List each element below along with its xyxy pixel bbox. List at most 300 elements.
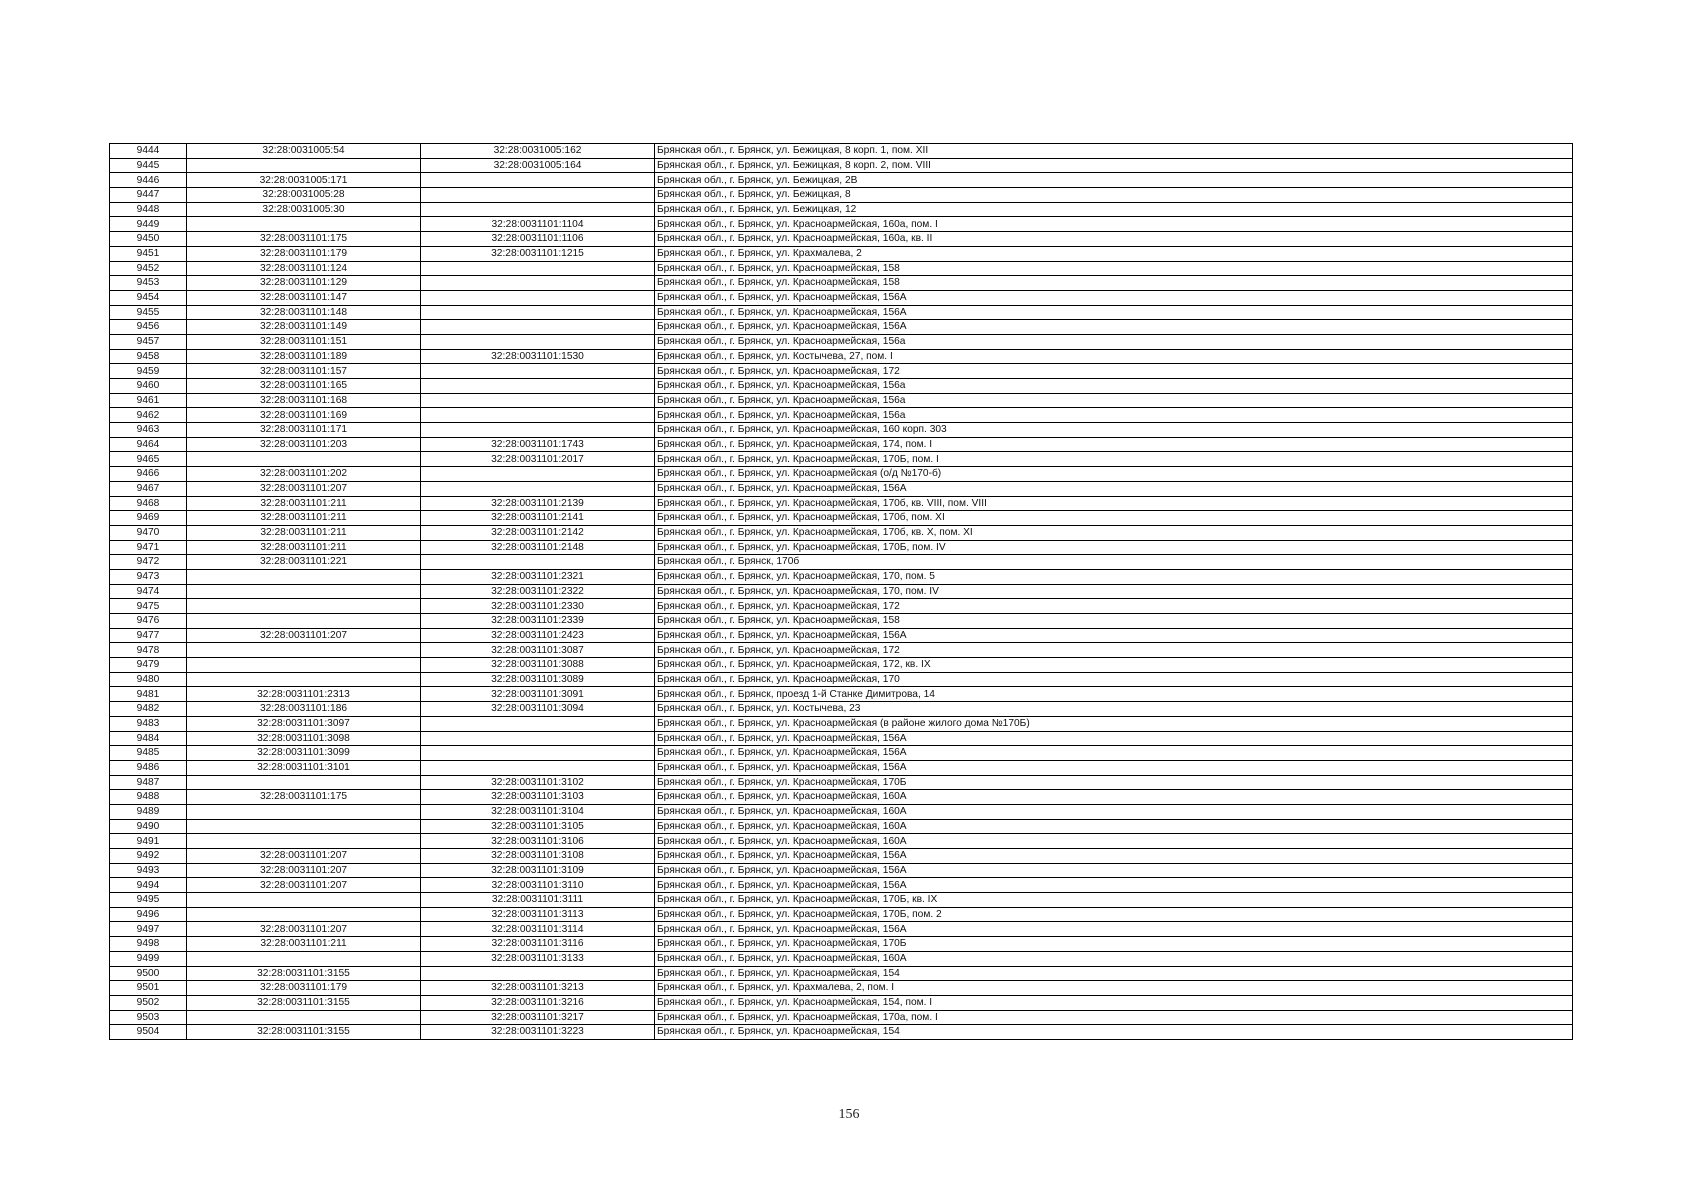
address-cell: Брянская обл., г. Брянск, ул. Красноармейская, 156А — [655, 481, 1573, 496]
address-cell: Брянская обл., г. Брянск, ул. Крахмалева, 2 — [655, 246, 1573, 261]
row-number-cell: 9500 — [110, 966, 187, 981]
parcel-cadastral-cell: 32:28:0031101:207 — [187, 863, 421, 878]
parcel-cadastral-cell — [187, 819, 421, 834]
row-number-cell: 9446 — [110, 173, 187, 188]
premises-cadastral-cell: 32:28:0031101:2330 — [421, 599, 655, 614]
address-cell: Брянская обл., г. Брянск, ул. Красноармейская, 170Б, пом. IV — [655, 540, 1573, 555]
row-number-cell: 9497 — [110, 922, 187, 937]
premises-cadastral-cell: 32:28:0031101:3217 — [421, 1010, 655, 1025]
row-number-cell: 9486 — [110, 760, 187, 775]
parcel-cadastral-cell — [187, 672, 421, 687]
address-cell: Брянская обл., г. Брянск, ул. Крахмалева, 2, пом. I — [655, 981, 1573, 996]
address-cell: Брянская обл., г. Брянск, ул. Красноармейская, 170Б, пом. 2 — [655, 907, 1573, 922]
address-cell: Брянская обл., г. Брянск, ул. Бежицкая, 12 — [655, 202, 1573, 217]
row-number-cell: 9461 — [110, 393, 187, 408]
row-number-cell: 9467 — [110, 481, 187, 496]
address-cell: Брянская обл., г. Брянск, ул. Красноармейская, 170Б, пом. I — [655, 452, 1573, 467]
table-row — [110, 290, 1573, 305]
premises-cadastral-cell: 32:28:0031101:3103 — [421, 790, 655, 805]
row-number-cell: 9494 — [110, 878, 187, 893]
parcel-cadastral-cell: 32:28:0031101:207 — [187, 481, 421, 496]
premises-cadastral-cell: 32:28:0031101:2423 — [421, 628, 655, 643]
premises-cadastral-cell: 32:28:0031101:3216 — [421, 995, 655, 1010]
premises-cadastral-cell — [421, 393, 655, 408]
table-row — [110, 922, 1573, 937]
table-row — [110, 467, 1573, 482]
parcel-cadastral-cell — [187, 834, 421, 849]
table-row — [110, 569, 1573, 584]
address-cell: Брянская обл., г. Брянск, ул. Бежицкая, 8 — [655, 188, 1573, 203]
address-cell: Брянская обл., г. Брянск, ул. Бежицкая, 8 корп. 1, пом. XII — [655, 144, 1573, 159]
table-row — [110, 863, 1573, 878]
table-row — [110, 849, 1573, 864]
row-number-cell: 9450 — [110, 232, 187, 247]
row-number-cell: 9478 — [110, 643, 187, 658]
row-number-cell: 9488 — [110, 790, 187, 805]
address-cell: Брянская обл., г. Брянск, ул. Красноармейская, 156а — [655, 379, 1573, 394]
address-cell: Брянская обл., г. Брянск, ул. Красноармейская, 170 — [655, 672, 1573, 687]
premises-cadastral-cell — [421, 173, 655, 188]
parcel-cadastral-cell: 32:28:0031005:54 — [187, 144, 421, 159]
parcel-cadastral-cell — [187, 614, 421, 629]
table-row — [110, 672, 1573, 687]
premises-cadastral-cell — [421, 290, 655, 305]
parcel-cadastral-cell: 32:28:0031101:3155 — [187, 1025, 421, 1040]
address-cell: Брянская обл., г. Брянск, ул. Красноармейская, 160а, пом. I — [655, 217, 1573, 232]
table-row — [110, 246, 1573, 261]
address-cell: Брянская обл., г. Брянск, ул. Красноармейская, 156А — [655, 863, 1573, 878]
premises-cadastral-cell — [421, 731, 655, 746]
premises-cadastral-cell: 32:28:0031101:3094 — [421, 702, 655, 717]
table-row — [110, 320, 1573, 335]
table-row — [110, 540, 1573, 555]
address-cell: Брянская обл., г. Брянск, 170б — [655, 555, 1573, 570]
parcel-cadastral-cell: 32:28:0031101:179 — [187, 246, 421, 261]
table-row — [110, 202, 1573, 217]
premises-cadastral-cell: 32:28:0031101:3104 — [421, 804, 655, 819]
address-cell: Брянская обл., г. Брянск, ул. Красноармейская, 160 корп. 303 — [655, 423, 1573, 438]
parcel-cadastral-cell: 32:28:0031101:175 — [187, 790, 421, 805]
address-cell: Брянская обл., г. Брянск, ул. Красноармейская, 160А — [655, 951, 1573, 966]
premises-cadastral-cell — [421, 746, 655, 761]
parcel-cadastral-cell: 32:28:0031005:30 — [187, 202, 421, 217]
row-number-cell: 9460 — [110, 379, 187, 394]
row-number-cell: 9499 — [110, 951, 187, 966]
premises-cadastral-cell: 32:28:0031101:3111 — [421, 893, 655, 908]
parcel-cadastral-cell: 32:28:0031101:175 — [187, 232, 421, 247]
row-number-cell: 9474 — [110, 584, 187, 599]
parcel-cadastral-cell: 32:28:0031101:3155 — [187, 995, 421, 1010]
table-row — [110, 716, 1573, 731]
parcel-cadastral-cell: 32:28:0031101:221 — [187, 555, 421, 570]
table-row — [110, 951, 1573, 966]
table-row — [110, 437, 1573, 452]
address-cell: Брянская обл., г. Брянск, ул. Красноармейская, 156А — [655, 922, 1573, 937]
parcel-cadastral-cell: 32:28:0031101:3101 — [187, 760, 421, 775]
premises-cadastral-cell: 32:28:0031101:2139 — [421, 496, 655, 511]
row-number-cell: 9473 — [110, 569, 187, 584]
table-row — [110, 334, 1573, 349]
parcel-cadastral-cell: 32:28:0031101:207 — [187, 849, 421, 864]
address-cell: Брянская обл., г. Брянск, ул. Костычева, 27, пом. I — [655, 349, 1573, 364]
address-cell: Брянская обл., г. Брянск, ул. Красноармейская, 156А — [655, 305, 1573, 320]
row-number-cell: 9472 — [110, 555, 187, 570]
address-cell: Брянская обл., г. Брянск, ул. Красноармейская, 154 — [655, 1025, 1573, 1040]
row-number-cell: 9457 — [110, 334, 187, 349]
table-row — [110, 305, 1573, 320]
parcel-cadastral-cell: 32:28:0031101:203 — [187, 437, 421, 452]
premises-cadastral-cell — [421, 202, 655, 217]
premises-cadastral-cell — [421, 261, 655, 276]
parcel-cadastral-cell: 32:28:0031101:179 — [187, 981, 421, 996]
address-cell: Брянская обл., г. Брянск, ул. Красноармейская, 154 — [655, 966, 1573, 981]
premises-cadastral-cell — [421, 760, 655, 775]
row-number-cell: 9459 — [110, 364, 187, 379]
row-number-cell: 9490 — [110, 819, 187, 834]
address-cell: Брянская обл., г. Брянск, ул. Красноармейская, 158 — [655, 614, 1573, 629]
premises-cadastral-cell: 32:28:0031101:1530 — [421, 349, 655, 364]
row-number-cell: 9484 — [110, 731, 187, 746]
parcel-cadastral-cell — [187, 584, 421, 599]
parcel-cadastral-cell: 32:28:0031101:211 — [187, 525, 421, 540]
premises-cadastral-cell: 32:28:0031101:3089 — [421, 672, 655, 687]
address-cell: Брянская обл., г. Брянск, ул. Красноармейская, 170, пом. IV — [655, 584, 1573, 599]
parcel-cadastral-cell — [187, 217, 421, 232]
row-number-cell: 9485 — [110, 746, 187, 761]
row-number-cell: 9466 — [110, 467, 187, 482]
row-number-cell: 9451 — [110, 246, 187, 261]
parcel-cadastral-cell — [187, 599, 421, 614]
premises-cadastral-cell — [421, 423, 655, 438]
table-row — [110, 790, 1573, 805]
row-number-cell: 9471 — [110, 540, 187, 555]
row-number-cell: 9482 — [110, 702, 187, 717]
address-cell: Брянская обл., г. Брянск, ул. Красноармейская, 174, пом. I — [655, 437, 1573, 452]
row-number-cell: 9452 — [110, 261, 187, 276]
row-number-cell: 9496 — [110, 907, 187, 922]
table-row — [110, 746, 1573, 761]
premises-cadastral-cell — [421, 305, 655, 320]
row-number-cell: 9501 — [110, 981, 187, 996]
address-cell: Брянская обл., г. Брянск, проезд 1-й Станке Димитрова, 14 — [655, 687, 1573, 702]
table-row — [110, 261, 1573, 276]
table-row — [110, 834, 1573, 849]
parcel-cadastral-cell: 32:28:0031101:189 — [187, 349, 421, 364]
premises-cadastral-cell: 32:28:0031101:2322 — [421, 584, 655, 599]
row-number-cell: 9464 — [110, 437, 187, 452]
premises-cadastral-cell — [421, 379, 655, 394]
address-cell: Брянская обл., г. Брянск, ул. Красноармейская, 156А — [655, 290, 1573, 305]
address-cell: Брянская обл., г. Брянск, ул. Красноармейская, 156а — [655, 334, 1573, 349]
table-row — [110, 981, 1573, 996]
premises-cadastral-cell: 32:28:0031101:1106 — [421, 232, 655, 247]
address-cell: Брянская обл., г. Брянск, ул. Красноармейская, 156А — [655, 320, 1573, 335]
address-cell: Брянская обл., г. Брянск, ул. Красноармейская, 158 — [655, 276, 1573, 291]
premises-cadastral-cell: 32:28:0031101:3213 — [421, 981, 655, 996]
premises-cadastral-cell: 32:28:0031101:3105 — [421, 819, 655, 834]
parcel-cadastral-cell: 32:28:0031101:202 — [187, 467, 421, 482]
table-row — [110, 804, 1573, 819]
parcel-cadastral-cell: 32:28:0031101:2313 — [187, 687, 421, 702]
address-cell: Брянская обл., г. Брянск, ул. Красноармейская, 172, кв. IX — [655, 658, 1573, 673]
premises-cadastral-cell: 32:28:0031101:3114 — [421, 922, 655, 937]
parcel-cadastral-cell — [187, 1010, 421, 1025]
table-row — [110, 232, 1573, 247]
premises-cadastral-cell: 32:28:0031101:3223 — [421, 1025, 655, 1040]
table-row — [110, 658, 1573, 673]
table-row — [110, 760, 1573, 775]
premises-cadastral-cell: 32:28:0031101:1104 — [421, 217, 655, 232]
address-cell: Брянская обл., г. Брянск, ул. Красноармейская, 170б, кв. X, пом. XI — [655, 525, 1573, 540]
address-cell: Брянская обл., г. Брянск, ул. Красноармейская, 170, пом. 5 — [655, 569, 1573, 584]
parcel-cadastral-cell: 32:28:0031101:148 — [187, 305, 421, 320]
address-cell: Брянская обл., г. Брянск, ул. Красноармейская, 156А — [655, 849, 1573, 864]
parcel-cadastral-cell: 32:28:0031101:149 — [187, 320, 421, 335]
table-row — [110, 995, 1573, 1010]
table-row — [110, 423, 1573, 438]
table-row — [110, 496, 1573, 511]
table-row — [110, 878, 1573, 893]
parcel-cadastral-cell: 32:28:0031101:129 — [187, 276, 421, 291]
address-cell: Брянская обл., г. Брянск, ул. Красноармейская, 160А — [655, 819, 1573, 834]
table-row — [110, 614, 1573, 629]
premises-cadastral-cell: 32:28:0031101:3106 — [421, 834, 655, 849]
address-cell: Брянская обл., г. Брянск, ул. Красноармейская, 156А — [655, 760, 1573, 775]
address-cell: Брянская обл., г. Брянск, ул. Красноармейская, 160А — [655, 804, 1573, 819]
premises-cadastral-cell: 32:28:0031101:3087 — [421, 643, 655, 658]
parcel-cadastral-cell — [187, 658, 421, 673]
row-number-cell: 9481 — [110, 687, 187, 702]
parcel-cadastral-cell: 32:28:0031101:207 — [187, 628, 421, 643]
address-cell: Брянская обл., г. Брянск, ул. Красноармейская, 170б, пом. XI — [655, 511, 1573, 526]
table-row — [110, 643, 1573, 658]
address-cell: Брянская обл., г. Брянск, ул. Красноармейская, 160А — [655, 790, 1573, 805]
row-number-cell: 9477 — [110, 628, 187, 643]
address-cell: Брянская обл., г. Брянск, ул. Красноармейская, 170а, пом. I — [655, 1010, 1573, 1025]
row-number-cell: 9476 — [110, 614, 187, 629]
address-cell: Брянская обл., г. Брянск, ул. Бежицкая, 2В — [655, 173, 1573, 188]
premises-cadastral-cell: 32:28:0031101:2142 — [421, 525, 655, 540]
table-row — [110, 525, 1573, 540]
premises-cadastral-cell: 32:28:0031101:1215 — [421, 246, 655, 261]
page-number: 156 — [838, 1107, 860, 1122]
address-cell: Брянская обл., г. Брянск, ул. Красноармейская, 156а — [655, 408, 1573, 423]
parcel-cadastral-cell: 32:28:0031101:3098 — [187, 731, 421, 746]
address-cell: Брянская обл., г. Брянск, ул. Красноармейская, 172 — [655, 643, 1573, 658]
table-row — [110, 511, 1573, 526]
row-number-cell: 9470 — [110, 525, 187, 540]
premises-cadastral-cell: 32:28:0031005:164 — [421, 158, 655, 173]
parcel-cadastral-cell — [187, 643, 421, 658]
address-cell: Брянская обл., г. Брянск, ул. Красноармейская (в районе жилого дома №170Б) — [655, 716, 1573, 731]
premises-cadastral-cell — [421, 188, 655, 203]
premises-cadastral-cell — [421, 320, 655, 335]
table-row — [110, 276, 1573, 291]
row-number-cell: 9502 — [110, 995, 187, 1010]
row-number-cell: 9454 — [110, 290, 187, 305]
parcel-cadastral-cell: 32:28:0031101:157 — [187, 364, 421, 379]
row-number-cell: 9463 — [110, 423, 187, 438]
table-row — [110, 775, 1573, 790]
address-cell: Брянская обл., г. Брянск, ул. Красноармейская, 156А — [655, 746, 1573, 761]
parcel-cadastral-cell: 32:28:0031101:147 — [187, 290, 421, 305]
table-row — [110, 893, 1573, 908]
table-row — [110, 819, 1573, 834]
parcel-cadastral-cell: 32:28:0031101:186 — [187, 702, 421, 717]
premises-cadastral-cell — [421, 334, 655, 349]
row-number-cell: 9456 — [110, 320, 187, 335]
row-number-cell: 9491 — [110, 834, 187, 849]
premises-cadastral-cell: 32:28:0031101:2141 — [421, 511, 655, 526]
parcel-cadastral-cell — [187, 569, 421, 584]
address-cell: Брянская обл., г. Брянск, ул. Красноармейская, 158 — [655, 261, 1573, 276]
row-number-cell: 9469 — [110, 511, 187, 526]
address-cell: Брянская обл., г. Брянск, ул. Костычева, 23 — [655, 702, 1573, 717]
row-number-cell: 9479 — [110, 658, 187, 673]
table-row — [110, 364, 1573, 379]
premises-cadastral-cell — [421, 408, 655, 423]
table-row — [110, 1025, 1573, 1040]
premises-cadastral-cell — [421, 555, 655, 570]
address-cell: Брянская обл., г. Брянск, ул. Бежицкая, 8 корп. 2, пом. VIII — [655, 158, 1573, 173]
parcel-cadastral-cell — [187, 907, 421, 922]
premises-cadastral-cell: 32:28:0031101:2017 — [421, 452, 655, 467]
parcel-cadastral-cell: 32:28:0031101:211 — [187, 540, 421, 555]
premises-cadastral-cell: 32:28:0031101:1743 — [421, 437, 655, 452]
table-row — [110, 687, 1573, 702]
parcel-cadastral-cell: 32:28:0031005:171 — [187, 173, 421, 188]
premises-cadastral-cell: 32:28:0031101:3116 — [421, 937, 655, 952]
table-row — [110, 158, 1573, 173]
parcel-cadastral-cell: 32:28:0031101:169 — [187, 408, 421, 423]
premises-cadastral-cell: 32:28:0031101:3110 — [421, 878, 655, 893]
table-row — [110, 379, 1573, 394]
row-number-cell: 9449 — [110, 217, 187, 232]
address-cell: Брянская обл., г. Брянск, ул. Красноармейская, 170Б — [655, 937, 1573, 952]
premises-cadastral-cell — [421, 966, 655, 981]
premises-cadastral-cell: 32:28:0031101:3108 — [421, 849, 655, 864]
row-number-cell: 9487 — [110, 775, 187, 790]
row-number-cell: 9483 — [110, 716, 187, 731]
premises-cadastral-cell: 32:28:0031101:2321 — [421, 569, 655, 584]
premises-cadastral-cell: 32:28:0031101:3088 — [421, 658, 655, 673]
address-cell: Брянская обл., г. Брянск, ул. Красноармейская, 170Б, кв. IX — [655, 893, 1573, 908]
address-cell: Брянская обл., г. Брянск, ул. Красноармейская, 156А — [655, 731, 1573, 746]
table-row — [110, 1010, 1573, 1025]
premises-cadastral-cell — [421, 364, 655, 379]
row-number-cell: 9503 — [110, 1010, 187, 1025]
premises-cadastral-cell — [421, 481, 655, 496]
table-row — [110, 555, 1573, 570]
parcel-cadastral-cell: 32:28:0031101:211 — [187, 937, 421, 952]
address-cell: Брянская обл., г. Брянск, ул. Красноармейская, 154, пом. I — [655, 995, 1573, 1010]
address-cell: Брянская обл., г. Брянск, ул. Красноармейская, 160а, кв. II — [655, 232, 1573, 247]
row-number-cell: 9489 — [110, 804, 187, 819]
parcel-cadastral-cell: 32:28:0031101:3155 — [187, 966, 421, 981]
row-number-cell: 9445 — [110, 158, 187, 173]
table-row — [110, 937, 1573, 952]
address-cell: Брянская обл., г. Брянск, ул. Красноармейская, 156А — [655, 628, 1573, 643]
table-row — [110, 966, 1573, 981]
premises-cadastral-cell: 32:28:0031101:3091 — [421, 687, 655, 702]
row-number-cell: 9455 — [110, 305, 187, 320]
row-number-cell: 9453 — [110, 276, 187, 291]
parcel-cadastral-cell — [187, 158, 421, 173]
registry-table — [109, 143, 1573, 1040]
premises-cadastral-cell: 32:28:0031101:3133 — [421, 951, 655, 966]
parcel-cadastral-cell: 32:28:0031101:3099 — [187, 746, 421, 761]
registry-table-body — [110, 144, 1573, 1040]
parcel-cadastral-cell: 32:28:0031101:165 — [187, 379, 421, 394]
parcel-cadastral-cell: 32:28:0031101:171 — [187, 423, 421, 438]
row-number-cell: 9465 — [110, 452, 187, 467]
parcel-cadastral-cell: 32:28:0031101:211 — [187, 496, 421, 511]
parcel-cadastral-cell: 32:28:0031101:207 — [187, 878, 421, 893]
premises-cadastral-cell: 32:28:0031101:2148 — [421, 540, 655, 555]
address-cell: Брянская обл., г. Брянск, ул. Красноармейская, 170б, кв. VIII, пом. VIII — [655, 496, 1573, 511]
table-row — [110, 144, 1573, 159]
row-number-cell: 9475 — [110, 599, 187, 614]
table-row — [110, 188, 1573, 203]
row-number-cell: 9498 — [110, 937, 187, 952]
row-number-cell: 9444 — [110, 144, 187, 159]
row-number-cell: 9492 — [110, 849, 187, 864]
table-row — [110, 408, 1573, 423]
row-number-cell: 9462 — [110, 408, 187, 423]
parcel-cadastral-cell — [187, 804, 421, 819]
address-cell: Брянская обл., г. Брянск, ул. Красноармейская, 172 — [655, 599, 1573, 614]
parcel-cadastral-cell: 32:28:0031101:3097 — [187, 716, 421, 731]
table-row — [110, 393, 1573, 408]
premises-cadastral-cell: 32:28:0031101:3102 — [421, 775, 655, 790]
row-number-cell: 9468 — [110, 496, 187, 511]
parcel-cadastral-cell — [187, 893, 421, 908]
parcel-cadastral-cell: 32:28:0031101:168 — [187, 393, 421, 408]
premises-cadastral-cell — [421, 467, 655, 482]
premises-cadastral-cell — [421, 276, 655, 291]
parcel-cadastral-cell — [187, 775, 421, 790]
address-cell: Брянская обл., г. Брянск, ул. Красноармейская, 156а — [655, 393, 1573, 408]
row-number-cell: 9447 — [110, 188, 187, 203]
table-row — [110, 599, 1573, 614]
table-row — [110, 628, 1573, 643]
table-row — [110, 731, 1573, 746]
parcel-cadastral-cell — [187, 452, 421, 467]
premises-cadastral-cell — [421, 716, 655, 731]
premises-cadastral-cell: 32:28:0031101:3109 — [421, 863, 655, 878]
row-number-cell: 9458 — [110, 349, 187, 364]
row-number-cell: 9495 — [110, 893, 187, 908]
address-cell: Брянская обл., г. Брянск, ул. Красноармейская, 172 — [655, 364, 1573, 379]
table-row — [110, 481, 1573, 496]
parcel-cadastral-cell: 32:28:0031101:151 — [187, 334, 421, 349]
address-cell: Брянская обл., г. Брянск, ул. Красноармейская, 170Б — [655, 775, 1573, 790]
table-row — [110, 173, 1573, 188]
parcel-cadastral-cell — [187, 951, 421, 966]
table-row — [110, 452, 1573, 467]
parcel-cadastral-cell: 32:28:0031101:211 — [187, 511, 421, 526]
row-number-cell: 9493 — [110, 863, 187, 878]
table-row — [110, 702, 1573, 717]
parcel-cadastral-cell: 32:28:0031101:124 — [187, 261, 421, 276]
parcel-cadastral-cell: 32:28:0031101:207 — [187, 922, 421, 937]
premises-cadastral-cell: 32:28:0031101:3113 — [421, 907, 655, 922]
parcel-cadastral-cell: 32:28:0031005:28 — [187, 188, 421, 203]
row-number-cell: 9448 — [110, 202, 187, 217]
address-cell: Брянская обл., г. Брянск, ул. Красноармейская (о/д №170-б) — [655, 467, 1573, 482]
premises-cadastral-cell: 32:28:0031005:162 — [421, 144, 655, 159]
address-cell: Брянская обл., г. Брянск, ул. Красноармейская, 160А — [655, 834, 1573, 849]
